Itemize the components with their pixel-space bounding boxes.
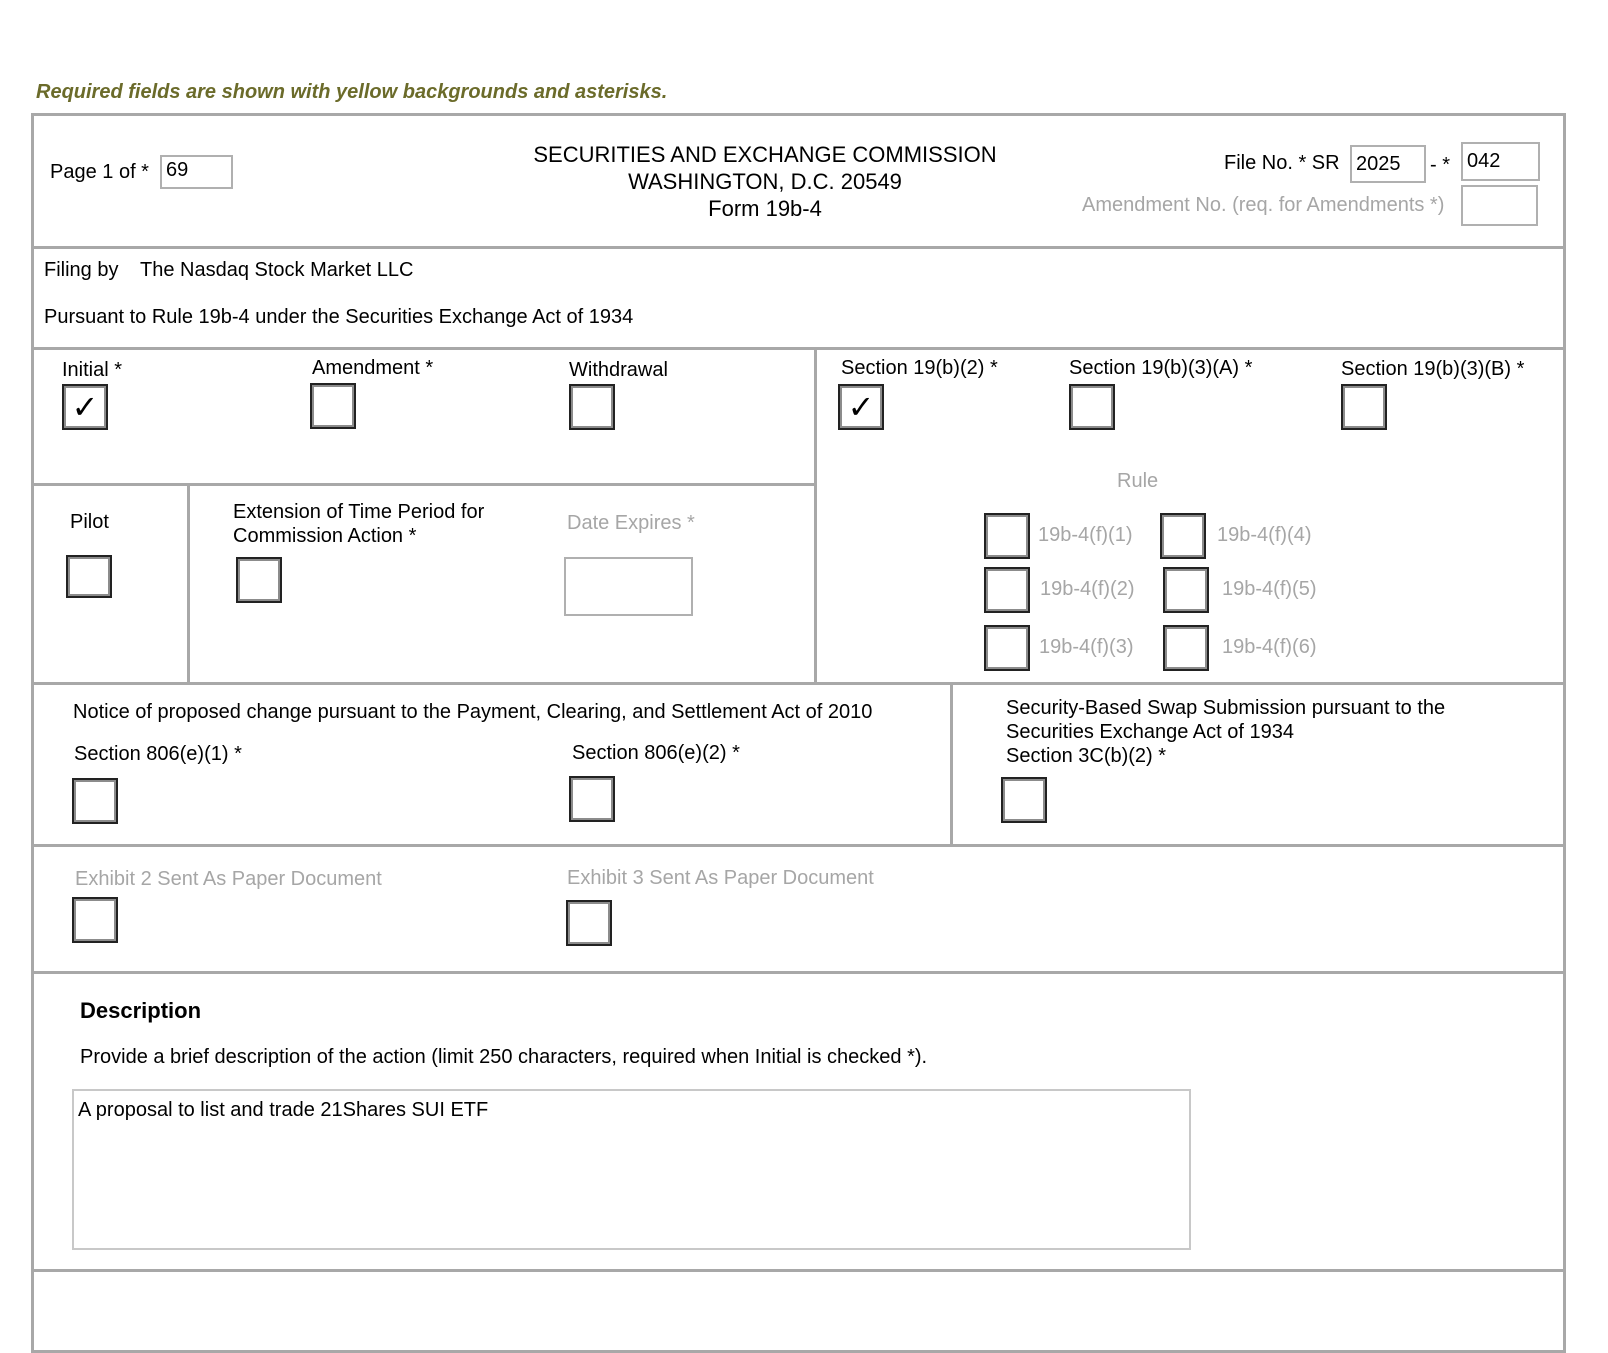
extension-checkbox[interactable] xyxy=(236,557,282,603)
section-806e2-checkbox[interactable] xyxy=(569,776,615,822)
pursuant-text: Pursuant to Rule 19b-4 under the Securities Exchange Act of 1934 xyxy=(44,306,634,328)
extension-label-line2: Commission Action * xyxy=(233,525,417,547)
amendment-label: Amendment * xyxy=(312,357,434,379)
initial-checkbox[interactable]: ✓ xyxy=(62,384,108,430)
page-label: Page 1 of * xyxy=(50,161,149,183)
divider xyxy=(31,347,1566,350)
divider xyxy=(31,1269,1566,1272)
rule-f3-label: 19b-4(f)(3) xyxy=(1039,636,1134,658)
payment-notice: Notice of proposed change pursuant to the Payment, Clearing, and Settlement Act of 2010 xyxy=(73,701,873,723)
divider xyxy=(187,483,190,684)
rule-f1-checkbox[interactable] xyxy=(984,513,1030,559)
required-fields-notice: Required fields are shown with yellow backgrounds and asterisks. xyxy=(36,81,668,103)
section-3cb2-checkbox[interactable] xyxy=(1001,777,1047,823)
page-total-field[interactable]: 69 xyxy=(160,155,233,189)
rule-f3-checkbox[interactable] xyxy=(984,625,1030,671)
file-separator: - * xyxy=(1430,154,1450,176)
date-expires-label: Date Expires * xyxy=(567,512,695,534)
section-19b3b-label: Section 19(b)(3)(B) * xyxy=(1341,358,1525,380)
description-instructions: Provide a brief description of the action (limit 250 characters, required when Initial is checked *). xyxy=(80,1046,928,1068)
file-number-field[interactable]: 042 xyxy=(1461,142,1540,181)
rule-f2-checkbox[interactable] xyxy=(984,567,1030,613)
swap-line-2: Securities Exchange Act of 1934 xyxy=(1006,721,1294,743)
section-806e1-checkbox[interactable] xyxy=(72,778,118,824)
pilot-checkbox[interactable] xyxy=(66,555,112,598)
divider xyxy=(31,246,1566,249)
rule-f2-label: 19b-4(f)(2) xyxy=(1040,578,1135,600)
filing-by-label: Filing by xyxy=(44,259,119,281)
rule-f5-checkbox[interactable] xyxy=(1163,567,1209,613)
divider xyxy=(950,682,953,846)
rule-f4-label: 19b-4(f)(4) xyxy=(1217,524,1312,546)
rule-title: Rule xyxy=(1117,470,1159,492)
date-expires-field[interactable] xyxy=(564,557,693,616)
amendment-checkbox[interactable] xyxy=(310,383,356,429)
swap-submission-label xyxy=(1006,696,1445,768)
exhibit3-label: Exhibit 3 Sent As Paper Document xyxy=(567,867,874,889)
divider xyxy=(31,483,816,486)
section-19b2-label: Section 19(b)(2) * xyxy=(841,357,998,379)
exhibit3-checkbox[interactable] xyxy=(566,900,612,946)
section-19b3b-checkbox[interactable] xyxy=(1341,384,1387,430)
rule-f6-checkbox[interactable] xyxy=(1163,625,1209,671)
section-19b3a-checkbox[interactable] xyxy=(1069,384,1115,430)
initial-label: Initial * xyxy=(62,359,123,381)
withdrawal-label: Withdrawal xyxy=(569,359,668,381)
rule-f4-checkbox[interactable] xyxy=(1160,513,1206,559)
withdrawal-checkbox[interactable] xyxy=(569,384,615,430)
file-no-label: File No. * SR xyxy=(1224,152,1340,174)
amendment-no-field[interactable] xyxy=(1461,185,1538,226)
section-806e1-label: Section 806(e)(1) * xyxy=(74,743,242,765)
agency-city: WASHINGTON, D.C. 20549 xyxy=(628,169,902,194)
section-806e2-label: Section 806(e)(2) * xyxy=(572,742,740,764)
rule-f1-label: 19b-4(f)(1) xyxy=(1038,524,1133,546)
exhibit2-label: Exhibit 2 Sent As Paper Document xyxy=(75,868,382,890)
divider xyxy=(31,844,1566,847)
rule-f5-label: 19b-4(f)(5) xyxy=(1222,578,1317,600)
form-title xyxy=(480,141,1050,222)
exhibit2-checkbox[interactable] xyxy=(72,897,118,943)
amendment-no-label: Amendment No. (req. for Amendments *) xyxy=(1082,194,1445,216)
divider xyxy=(31,971,1566,974)
section-19b2-checkbox[interactable]: ✓ xyxy=(838,384,884,430)
description-textarea[interactable]: A proposal to list and trade 21Shares SUI ETF xyxy=(72,1089,1191,1250)
divider xyxy=(814,347,817,684)
filer-name: The Nasdaq Stock Market LLC xyxy=(140,259,414,281)
rule-f6-label: 19b-4(f)(6) xyxy=(1222,636,1317,658)
section-19b3a-label: Section 19(b)(3)(A) * xyxy=(1069,357,1253,379)
file-year-field[interactable]: 2025 xyxy=(1350,145,1426,183)
form-name: Form 19b-4 xyxy=(708,196,822,221)
divider xyxy=(31,682,1566,685)
swap-line-1: Security-Based Swap Submission pursuant to the xyxy=(1006,697,1446,719)
extension-label xyxy=(233,500,484,548)
pilot-label: Pilot xyxy=(70,511,109,533)
description-heading: Description xyxy=(80,998,202,1023)
swap-line-3: Section 3C(b)(2) * xyxy=(1006,745,1167,767)
extension-label-line1: Extension of Time Period for xyxy=(233,501,485,523)
agency-name: SECURITIES AND EXCHANGE COMMISSION xyxy=(533,142,997,167)
